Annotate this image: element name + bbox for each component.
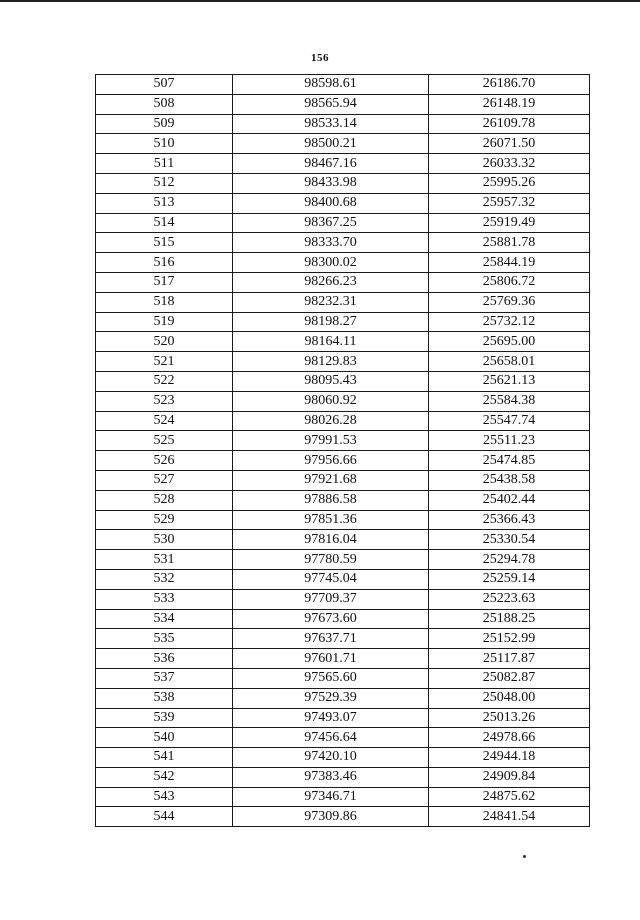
table-row	[96, 332, 590, 352]
table-row	[96, 629, 590, 649]
table-row	[96, 253, 590, 273]
value-b-cell: 25082.87	[429, 668, 590, 688]
value-a-cell: 97921.68	[233, 470, 429, 490]
row-number-cell: 542	[96, 767, 233, 787]
value-a-cell: 98500.21	[233, 134, 429, 154]
table-row	[96, 807, 590, 827]
value-b-cell: 25294.78	[429, 550, 590, 570]
value-b-cell: 25695.00	[429, 332, 590, 352]
table-row	[96, 649, 590, 669]
table-row	[96, 114, 590, 134]
value-a-cell: 97346.71	[233, 787, 429, 807]
table-row	[96, 530, 590, 550]
page-number: 156	[311, 52, 329, 64]
row-number-cell: 509	[96, 114, 233, 134]
row-number-cell: 516	[96, 253, 233, 273]
value-a-cell: 97565.60	[233, 668, 429, 688]
row-number-cell: 517	[96, 272, 233, 292]
table-row	[96, 767, 590, 787]
value-a-cell: 97309.86	[233, 807, 429, 827]
value-b-cell: 24909.84	[429, 767, 590, 787]
table-row	[96, 352, 590, 372]
table-row	[96, 94, 590, 114]
row-number-cell: 525	[96, 431, 233, 451]
value-a-cell: 98598.61	[233, 75, 429, 95]
value-b-cell: 25881.78	[429, 233, 590, 253]
value-b-cell: 25957.32	[429, 193, 590, 213]
row-number-cell: 535	[96, 629, 233, 649]
row-number-cell: 508	[96, 94, 233, 114]
value-b-cell: 25658.01	[429, 352, 590, 372]
table-row	[96, 728, 590, 748]
value-a-cell: 98300.02	[233, 253, 429, 273]
value-b-cell: 25402.44	[429, 490, 590, 510]
value-a-cell: 98533.14	[233, 114, 429, 134]
table-row	[96, 431, 590, 451]
value-b-cell: 25438.58	[429, 470, 590, 490]
value-b-cell: 25621.13	[429, 371, 590, 391]
row-number-cell: 534	[96, 609, 233, 629]
table-row	[96, 748, 590, 768]
value-b-cell: 25223.63	[429, 589, 590, 609]
value-b-cell: 25769.36	[429, 292, 590, 312]
stray-mark	[523, 855, 526, 858]
table-row	[96, 292, 590, 312]
row-number-cell: 518	[96, 292, 233, 312]
value-a-cell: 98129.83	[233, 352, 429, 372]
table-body	[96, 75, 590, 827]
table-row	[96, 490, 590, 510]
value-a-cell: 97456.64	[233, 728, 429, 748]
value-a-cell: 97673.60	[233, 609, 429, 629]
table-row	[96, 193, 590, 213]
value-b-cell: 25995.26	[429, 173, 590, 193]
value-b-cell: 26186.70	[429, 75, 590, 95]
row-number-cell: 533	[96, 589, 233, 609]
value-a-cell: 97991.53	[233, 431, 429, 451]
row-number-cell: 527	[96, 470, 233, 490]
value-a-cell: 98367.25	[233, 213, 429, 233]
row-number-cell: 531	[96, 550, 233, 570]
row-number-cell: 507	[96, 75, 233, 95]
table-row	[96, 173, 590, 193]
value-a-cell: 98232.31	[233, 292, 429, 312]
value-a-cell: 98433.98	[233, 173, 429, 193]
row-number-cell: 541	[96, 748, 233, 768]
value-a-cell: 97601.71	[233, 649, 429, 669]
row-number-cell: 543	[96, 787, 233, 807]
row-number-cell: 528	[96, 490, 233, 510]
row-number-cell: 510	[96, 134, 233, 154]
value-a-cell: 98060.92	[233, 391, 429, 411]
table-row	[96, 371, 590, 391]
value-a-cell: 97851.36	[233, 510, 429, 530]
row-number-cell: 511	[96, 154, 233, 174]
data-table	[95, 74, 590, 827]
value-b-cell: 25117.87	[429, 649, 590, 669]
table-row	[96, 688, 590, 708]
row-number-cell: 522	[96, 371, 233, 391]
value-a-cell: 98095.43	[233, 371, 429, 391]
value-a-cell: 97816.04	[233, 530, 429, 550]
table-row	[96, 272, 590, 292]
value-a-cell: 97637.71	[233, 629, 429, 649]
table-row	[96, 213, 590, 233]
value-b-cell: 24978.66	[429, 728, 590, 748]
row-number-cell: 540	[96, 728, 233, 748]
table-row	[96, 154, 590, 174]
value-a-cell: 97956.66	[233, 451, 429, 471]
table-row	[96, 470, 590, 490]
table-row	[96, 134, 590, 154]
value-a-cell: 98026.28	[233, 411, 429, 431]
row-number-cell: 513	[96, 193, 233, 213]
table-row	[96, 787, 590, 807]
table-row	[96, 510, 590, 530]
row-number-cell: 539	[96, 708, 233, 728]
table-row	[96, 233, 590, 253]
value-a-cell: 97745.04	[233, 569, 429, 589]
value-b-cell: 25188.25	[429, 609, 590, 629]
value-a-cell: 98333.70	[233, 233, 429, 253]
value-a-cell: 97780.59	[233, 550, 429, 570]
value-b-cell: 25474.85	[429, 451, 590, 471]
row-number-cell: 521	[96, 352, 233, 372]
row-number-cell: 524	[96, 411, 233, 431]
value-a-cell: 97886.58	[233, 490, 429, 510]
value-b-cell: 25366.43	[429, 510, 590, 530]
value-a-cell: 98400.68	[233, 193, 429, 213]
row-number-cell: 538	[96, 688, 233, 708]
value-b-cell: 25048.00	[429, 688, 590, 708]
value-a-cell: 97420.10	[233, 748, 429, 768]
row-number-cell: 526	[96, 451, 233, 471]
table-row	[96, 589, 590, 609]
value-b-cell: 25013.26	[429, 708, 590, 728]
value-b-cell: 24944.18	[429, 748, 590, 768]
value-b-cell: 24841.54	[429, 807, 590, 827]
page-top-border	[0, 0, 640, 2]
row-number-cell: 514	[96, 213, 233, 233]
table-row	[96, 668, 590, 688]
row-number-cell: 515	[96, 233, 233, 253]
table-row	[96, 609, 590, 629]
table-row	[96, 411, 590, 431]
table-row	[96, 569, 590, 589]
value-a-cell: 98266.23	[233, 272, 429, 292]
value-a-cell: 97383.46	[233, 767, 429, 787]
table-row	[96, 391, 590, 411]
value-a-cell: 97529.39	[233, 688, 429, 708]
table-row	[96, 75, 590, 95]
table-row	[96, 451, 590, 471]
value-a-cell: 98565.94	[233, 94, 429, 114]
value-b-cell: 25330.54	[429, 530, 590, 550]
value-b-cell: 25919.49	[429, 213, 590, 233]
row-number-cell: 520	[96, 332, 233, 352]
value-b-cell: 25511.23	[429, 431, 590, 451]
value-b-cell: 24875.62	[429, 787, 590, 807]
row-number-cell: 530	[96, 530, 233, 550]
value-a-cell: 97493.07	[233, 708, 429, 728]
value-b-cell: 25584.38	[429, 391, 590, 411]
row-number-cell: 532	[96, 569, 233, 589]
row-number-cell: 536	[96, 649, 233, 669]
value-b-cell: 25844.19	[429, 253, 590, 273]
table-row	[96, 550, 590, 570]
value-b-cell: 25732.12	[429, 312, 590, 332]
value-b-cell: 26033.32	[429, 154, 590, 174]
row-number-cell: 544	[96, 807, 233, 827]
table-row	[96, 708, 590, 728]
value-b-cell: 25152.99	[429, 629, 590, 649]
value-b-cell: 25259.14	[429, 569, 590, 589]
value-b-cell: 25806.72	[429, 272, 590, 292]
value-b-cell: 26148.19	[429, 94, 590, 114]
row-number-cell: 523	[96, 391, 233, 411]
table-row	[96, 312, 590, 332]
value-b-cell: 26071.50	[429, 134, 590, 154]
value-a-cell: 98198.27	[233, 312, 429, 332]
value-a-cell: 97709.37	[233, 589, 429, 609]
row-number-cell: 537	[96, 668, 233, 688]
value-b-cell: 26109.78	[429, 114, 590, 134]
row-number-cell: 529	[96, 510, 233, 530]
value-b-cell: 25547.74	[429, 411, 590, 431]
value-a-cell: 98164.11	[233, 332, 429, 352]
row-number-cell: 519	[96, 312, 233, 332]
row-number-cell: 512	[96, 173, 233, 193]
value-a-cell: 98467.16	[233, 154, 429, 174]
